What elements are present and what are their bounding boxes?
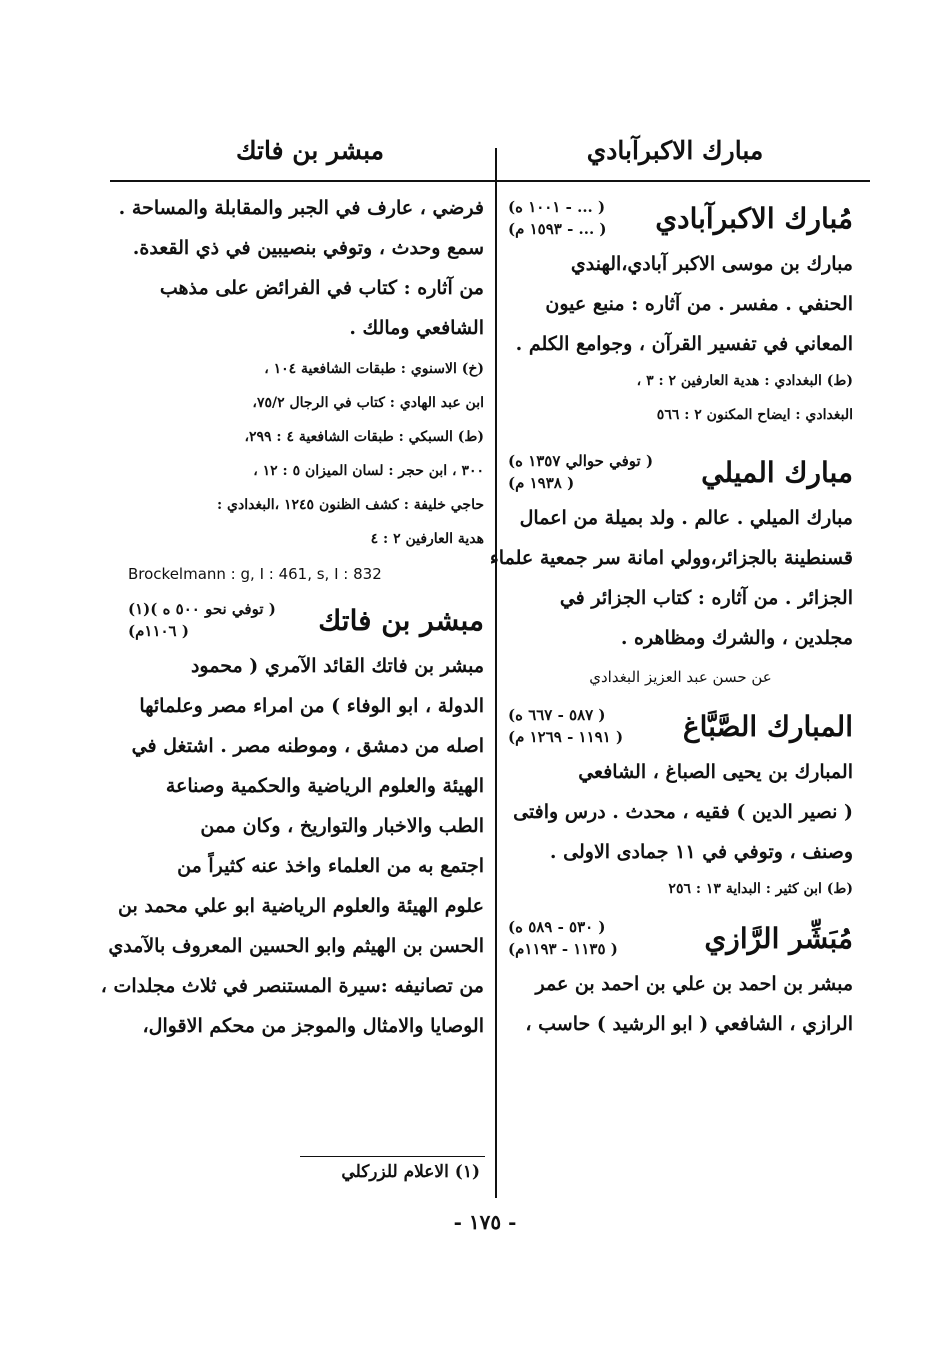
date-gregorian: ( ١١٩١ - ١٢٦٩ م)	[508, 728, 624, 746]
body-line: المبارك بن يحيى الصباغ ، الشافعي	[578, 761, 853, 783]
entry-mubashshir-fatik	[100, 598, 484, 1046]
entry-name: مُبَشِّر الرَّازي	[704, 921, 853, 955]
entry-name: مبارك الميلي	[701, 455, 853, 489]
body-line: من آثاره : كتاب في الفرائض على مذهب	[159, 277, 484, 299]
date-hijri: ( ٥٨٧ - ٦٦٧ ه)	[508, 706, 606, 724]
body-line: اجتمع به من العلماء واخذ عنه كثيراً من	[177, 855, 484, 877]
body-line: ( نصير الدين ) فقيه ، محدث . درس وافتى	[513, 801, 853, 823]
entry-mubarak-mili	[489, 450, 853, 696]
body-line: مبارك بن موسى الاكبر آبادي،الهندي	[570, 253, 853, 275]
running-header-left: مبشر بن فاتك	[235, 136, 385, 165]
date-hijri: ( ... - ١٠٠١ ه)	[508, 198, 606, 216]
date-hijri: ( توفي حوالي ١٣٥٧ ه)	[508, 452, 654, 470]
date-gregorian: ( ١٩٣٨ م)	[508, 474, 575, 492]
body-line: الجزائر . من آثاره : كتاب الجزائر في	[559, 587, 853, 609]
body-line: الهيئة والعلوم الرياضية والحكمية وصناعة	[165, 775, 484, 797]
body-line: المعاني في تفسير القرآن ، وجوامع الكلم .	[515, 333, 853, 355]
date-gregorian: ( ١١٠٦م)	[128, 622, 189, 640]
body-line: وصنف ، وتوفي في ١١ جمادى الاولى .	[549, 841, 853, 863]
column-divider	[495, 148, 497, 1198]
entry-mubarak-sabbagh	[508, 704, 853, 906]
body-line: الوصايا والامثال والموجز من محكم الاقوال،	[142, 1015, 484, 1037]
source-line: البغدادي : ايضاح المكنون ٢ : ٥٦٦	[656, 407, 853, 423]
body-line: مبشر بن فاتك القائد الآمري ( محمود	[190, 655, 484, 677]
source-line: ابن عبد الهادي : كتاب في الرجال ٧٥/٢،	[252, 395, 484, 411]
body-line: فرضي ، عارف في الجبر والمقابلة والمساحة .	[118, 197, 484, 219]
body-line: قسنطينة بالجزائر،وولي امانة سر جمعية علماء	[489, 547, 853, 569]
source-line: (ط) السبكي : طبقات الشافعية ٤ : ٢٩٩،	[244, 429, 484, 445]
body-line: الحسن بن الهيثم وابو الحسين المعروف بالآمدي	[108, 935, 484, 957]
footnote-rule	[300, 1156, 485, 1157]
body-line: مبشر بن احمد بن علي بن احمد بن عمر	[535, 973, 853, 995]
credit-line: عن حسن عبد العزيز البغدادي	[589, 668, 772, 686]
body-line: الشافعي ومالك .	[349, 317, 484, 339]
body-line: علوم الهيئة والعلوم الرياضية ابو علي محمد بن	[118, 895, 484, 917]
body-line: سمع وحدث ، وتوفي بنصيبين في ذي القعدة.	[132, 237, 484, 259]
latin-reference: Brockelmann : g, I : 461, s, I : 832	[128, 565, 382, 583]
source-line: (ط) البغدادي : هدية العارفين ٢ : ٣ ،	[636, 373, 853, 389]
source-line: (خ) الاسنوي : طبقات الشافعية ١٠٤ ،	[264, 361, 484, 377]
body-line: مبارك الميلي . عالم . ولد بميلة من اعمال	[519, 507, 853, 529]
body-line: مجلدين ، والشرك ومظاهره .	[620, 627, 853, 649]
date-hijri: ( توفي نحو ٥٠٠ ه )(١)	[128, 600, 276, 618]
source-line: حاجي خليفة : كشف الظنون ١٢٤٥ ،البغدادي :	[217, 497, 484, 513]
body-line: الدولة ، ابو الوفاء ) من امراء مصر وعلمائها	[139, 695, 484, 717]
body-line: من تصانيفه :سيرة المستنصر في ثلاث مجلدات ،	[100, 975, 484, 997]
entry-name: المبارك الصَّبَّاغ	[682, 709, 853, 743]
source-line: ٣٠٠ ، ابن حجر : لسان الميزان ٥ : ١٢ ،	[253, 463, 484, 479]
right-column	[489, 192, 853, 1044]
entry-dates	[508, 916, 618, 960]
entry-name: مبشر بن فاتك	[318, 603, 484, 637]
footnote: (١) الاعلام للزركلي	[341, 1162, 480, 1182]
entry-dates	[508, 450, 653, 494]
running-header-right: مبارك الاكبرآبادي	[586, 136, 764, 165]
entry-dates	[508, 196, 607, 240]
body-line: اصله من دمشق ، وموطنه مصر . اشتغل في	[131, 735, 484, 757]
date-hijri: ( ٥٣٠ - ٥٨٩ ه)	[508, 918, 606, 936]
source-line: هدية العارفين ٢ : ٤	[370, 531, 484, 547]
date-gregorian: ( ... - ١٥٩٣ م)	[508, 220, 607, 238]
body-line: الرازي ، الشافعي ( ابو الرشيد ) حاسب ،	[525, 1013, 853, 1035]
header-rule	[110, 180, 870, 182]
entry-name: مُبارك الاكبرآبادي	[655, 201, 853, 235]
entry-mubashshir-razi	[508, 916, 853, 1044]
body-line: الحنفي . مفسر . من آثاره : منبع عيون	[545, 293, 853, 315]
entry-dates	[128, 598, 276, 642]
body-line: الطب والاخبار والتواريخ ، وكان ممن	[200, 815, 484, 837]
date-gregorian: ( ١١٣٥ - ١١٩٣م)	[508, 940, 618, 958]
entry-dates	[508, 704, 623, 748]
left-column	[100, 188, 484, 1046]
entry-mubarak-akbarabadi	[508, 196, 853, 432]
page-number: - ١٧٥ -	[453, 1210, 517, 1234]
source-line: (ط) ابن كثير : البداية ١٣ : ٢٥٦	[668, 881, 853, 897]
